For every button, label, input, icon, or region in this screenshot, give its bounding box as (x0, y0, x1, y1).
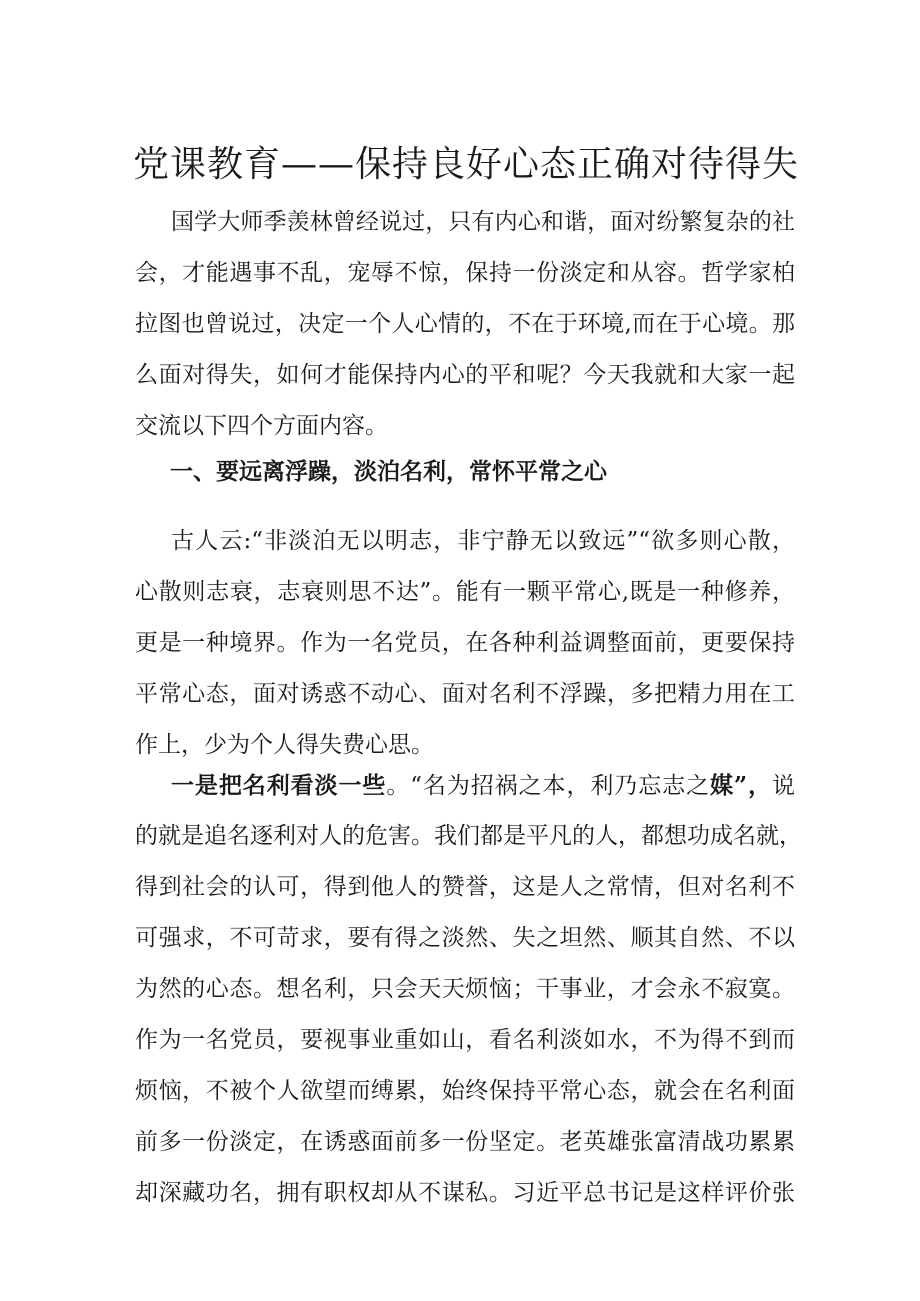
paragraph-line: 却深藏功名，拥有职权却从不谋私。习近平总书记是这样评价张 (135, 1180, 795, 1206)
paragraph-line: 么面对得失，如何才能保持内心的平和呢？今天我就和大家一起 (135, 362, 795, 388)
section-heading: 一、要远离浮躁，淡泊名利，常怀平常之心 (170, 458, 607, 485)
point-heading: 一是把名利看淡一些 (171, 772, 387, 799)
inline-bold-text: 媒”， (710, 772, 772, 799)
paragraph-line: 烦恼，不被个人欲望而缚累，始终保持平常心态，就会在名利面 (135, 1078, 795, 1104)
paragraph-line: 作为一名党员，要视事业重如山，看名利淡如水，不为得不到而 (135, 1027, 795, 1053)
paragraph-line: 可强求，不可苛求，要有得之淡然、失之坦然、顺其自然、不以 (135, 925, 795, 951)
inline-text: 。“名为招祸之本，利乃忘志之 (386, 773, 710, 799)
paragraph-line: 心散则志衰，志衰则思不达”。能有一颗平常心,既是一种修养， (135, 579, 795, 605)
paragraph-line: 平常心态，面对诱惑不动心、面对名利不浮躁，多把精力用在工 (135, 681, 795, 707)
point1-paragraph (135, 760, 802, 1219)
section1-paragraph (135, 516, 795, 771)
paragraph-line: 前多一份淡定，在诱惑面前多一份坚定。老英雄张富清战功累累 (135, 1129, 795, 1155)
paragraph-line: 国学大师季羡林曾经说过，只有内心和谐，面对纷繁复杂的社 (171, 209, 795, 235)
inline-text: 说 (772, 773, 795, 799)
paragraph-line: 拉图也曾说过，决定一个人心情的，不在于环境,而在于心境。那 (135, 311, 795, 337)
paragraph-line (135, 760, 795, 811)
document-title: 党课教育——保持良好心态正确对待得失 (133, 144, 800, 185)
paragraph-line: 得到社会的认可，得到他人的赞誉，这是人之常情，但对名利不 (135, 874, 795, 900)
paragraph-line: 作上，少为个人得失费心思。 (135, 732, 434, 758)
paragraph-line: 的就是追名逐利对人的危害。我们都是平凡的人，都想功成名就， (135, 823, 802, 849)
paragraph-line: 交流以下四个方面内容。 (135, 413, 388, 439)
paragraph-line: 更是一种境界。作为一名党员，在各种利益调整面前，更要保持 (135, 630, 795, 656)
paragraph-line: 为然的心态。想名利，只会天天烦恼；干事业，才会永不寂寞。 (135, 976, 795, 1002)
paragraph-line: 会，才能遇事不乱，宠辱不惊，保持一份淡定和从容。哲学家柏 (135, 260, 795, 286)
intro-paragraph (135, 197, 795, 452)
paragraph-line: 古人云:“非淡泊无以明志，非宁静无以致远”“欲多则心散， (171, 528, 795, 554)
